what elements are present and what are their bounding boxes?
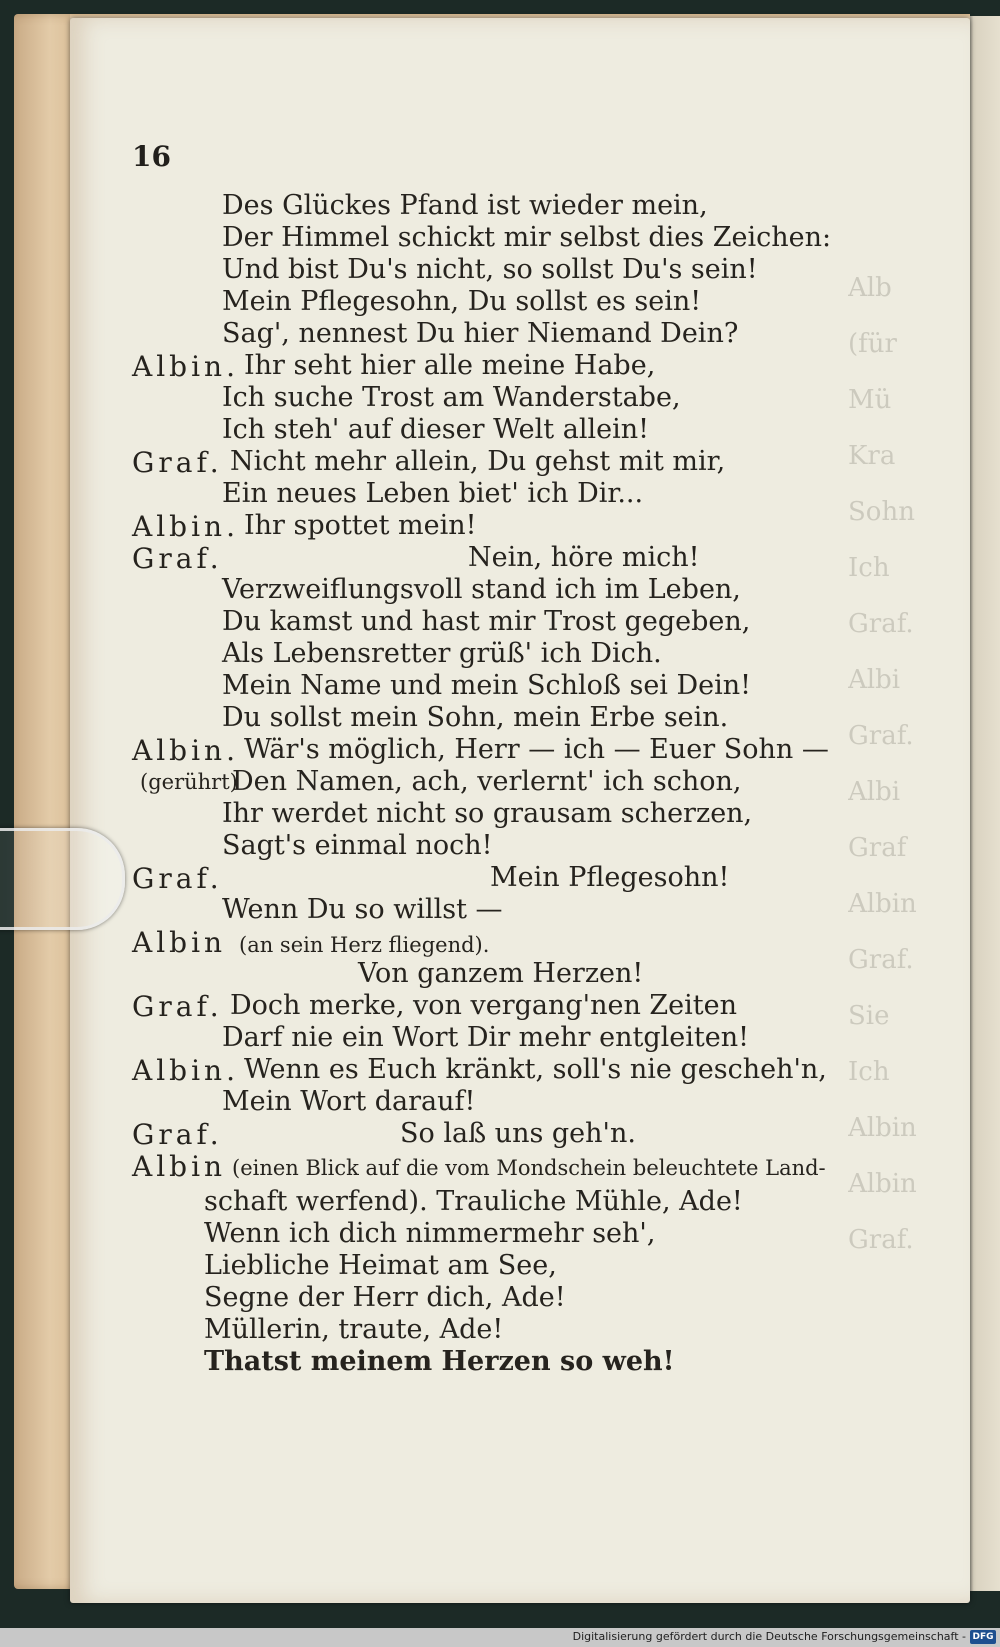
text-line: Als Lebensretter grüß' ich Dich.	[222, 638, 662, 669]
bleed-line: Graf.	[848, 1225, 914, 1255]
bleed-line: Graf.	[848, 721, 914, 751]
text-line: Darf nie ein Wort Dir mehr entgleiten!	[222, 1022, 749, 1053]
speaker-graf: Graf.	[132, 1118, 223, 1151]
text-line: Ihr werdet nicht so grausam scherzen,	[222, 798, 753, 829]
text-line: Von ganzem Herzen!	[358, 958, 644, 989]
speaker-graf: Graf.	[132, 862, 223, 895]
stage-direction: (gerührt)	[140, 770, 238, 794]
text-line: Ich suche Trost am Wanderstabe,	[222, 382, 681, 413]
speaker-graf: Graf.	[132, 446, 223, 479]
speaker-albin: Albin.	[132, 510, 239, 543]
text-line: Wär's möglich, Herr — ich — Euer Sohn —	[244, 734, 829, 765]
text-line: Ich steh' auf dieser Welt allein!	[222, 414, 649, 445]
text-line: Ein neues Leben biet' ich Dir...	[222, 478, 644, 509]
text-line: Thatst meinem Herzen so weh!	[204, 1346, 675, 1377]
text-line: Ihr seht hier alle meine Habe,	[244, 350, 656, 381]
text-line: Den Namen, ach, verlernt' ich schon,	[232, 766, 742, 797]
bleed-line: Ich	[848, 1057, 890, 1087]
speaker-albin: Albin.	[132, 1054, 239, 1087]
speaker-albin	[132, 926, 489, 959]
speaker-albin: Albin	[132, 1150, 227, 1183]
text-line: Wenn ich dich nimmermehr seh',	[204, 1218, 656, 1249]
text-line: Doch merke, von vergang'nen Zeiten	[230, 990, 738, 1021]
text-line: Und bist Du's nicht, so sollst Du's sein!	[222, 254, 758, 285]
bleed-line: Graf.	[848, 945, 914, 975]
text-line: Mein Pflegesohn, Du sollst es sein!	[222, 286, 702, 317]
bleed-line: Sie	[848, 1001, 890, 1031]
stage-direction: (einen Blick auf die vom Mondschein beleuchtete Land-	[232, 1156, 826, 1180]
text-line: Müllerin, traute, Ade!	[204, 1314, 504, 1345]
text-line: Wenn es Euch kränkt, soll's nie gescheh'n,	[244, 1054, 827, 1085]
text-line: Mein Wort darauf!	[222, 1086, 476, 1117]
text-line: Mein Pflegesohn!	[490, 862, 730, 893]
bleed-line: Sohn	[848, 497, 915, 527]
speaker-graf: Graf.	[132, 542, 223, 575]
text-line: Liebliche Heimat am See,	[204, 1250, 557, 1281]
bleed-line: Graf.	[848, 609, 914, 639]
text-line: Sagt's einmal noch!	[222, 830, 493, 861]
footer-credit: Digitalisierung gefördert durch die Deutsche Forschungsgemeinschaft -	[572, 1630, 966, 1643]
text-line: Du kamst und hast mir Trost gegeben,	[222, 606, 751, 637]
text-line: Wenn Du so willst —	[222, 894, 503, 925]
page-clip	[0, 828, 125, 930]
text-line: Mein Name und mein Schloß sei Dein!	[222, 670, 752, 701]
text-line: Der Himmel schickt mir selbst dies Zeichen:	[222, 222, 832, 253]
text-line: Ihr spottet mein!	[244, 510, 477, 541]
speaker-graf: Graf.	[132, 990, 223, 1023]
page-number: 16	[132, 140, 171, 173]
speaker-albin: Albin.	[132, 734, 239, 767]
bleed-line: Graf	[848, 833, 907, 863]
bleed-line: (für	[848, 329, 897, 359]
bleed-line: Albin	[848, 1169, 917, 1199]
speaker-albin: Albin.	[132, 350, 239, 383]
text-line: Des Glückes Pfand ist wieder mein,	[222, 190, 708, 221]
text-line: Nicht mehr allein, Du gehst mit mir,	[230, 446, 726, 477]
dfg-logo[interactable]: DFG	[970, 1630, 996, 1644]
text-line: Nein, höre mich!	[468, 542, 700, 573]
footer-bar	[0, 1628, 1000, 1647]
text-line: schaft werfend). Trauliche Mühle, Ade!	[204, 1186, 743, 1217]
bleed-through-text	[848, 260, 958, 1360]
bleed-line: Albin	[848, 889, 917, 919]
text-line: Segne der Herr dich, Ade!	[204, 1282, 566, 1313]
stage-direction: (an sein Herz fliegend).	[239, 933, 490, 957]
text-line: Verzweiflungsvoll stand ich im Leben,	[222, 574, 741, 605]
bleed-line: Albi	[848, 665, 901, 695]
text-line: Sag', nennest Du hier Niemand Dein?	[222, 318, 739, 349]
bleed-line: Albi	[848, 777, 901, 807]
speaker-name: Albin	[132, 926, 227, 959]
bleed-line: Alb	[848, 273, 892, 303]
bleed-line: Kra	[848, 441, 896, 471]
bleed-line: Mü	[848, 385, 892, 415]
bleed-line: Albin	[848, 1113, 917, 1143]
bleed-line: Ich	[848, 553, 890, 583]
text-line: Du sollst mein Sohn, mein Erbe sein.	[222, 702, 729, 733]
text-line: So laß uns geh'n.	[400, 1118, 636, 1149]
